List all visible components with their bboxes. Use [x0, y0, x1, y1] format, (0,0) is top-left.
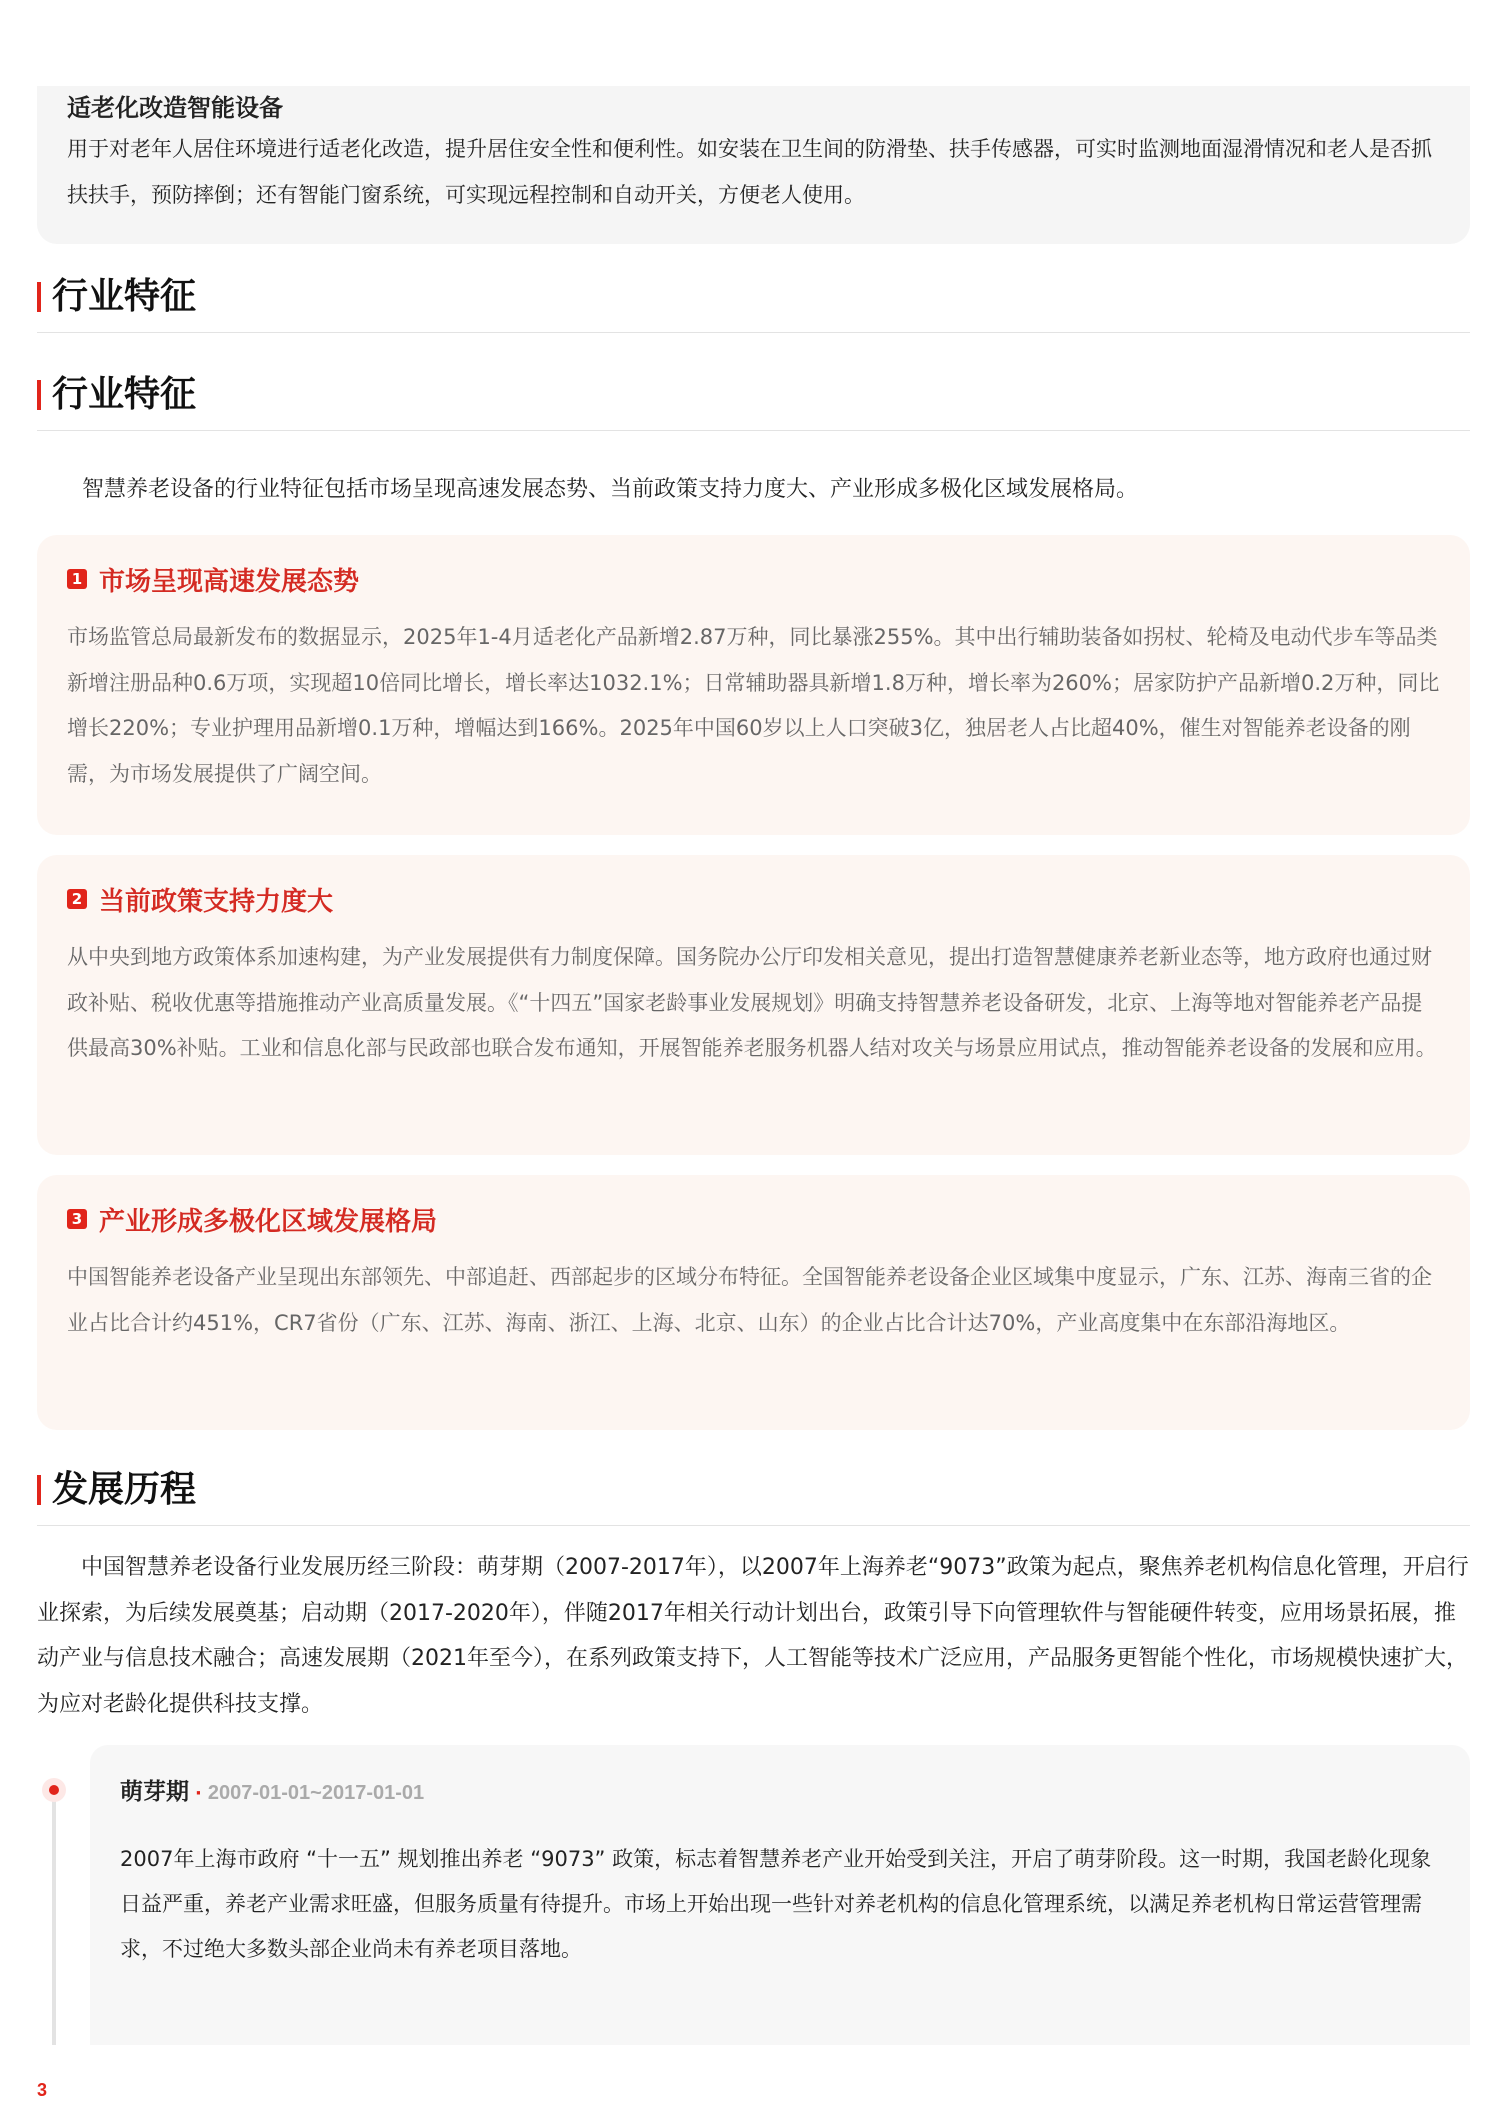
card-text: 用于对老年人居住环境进行适老化改造，提升居住安全性和便利性。如安装在卫生间的防滑垫、扶手传感器，可实时监测地面湿滑情况和老人是否抓扶扶手，预防摔倒；还有智能门窗系统，可实现远程控制和自动开关，方便老人使用。 — [67, 137, 1432, 207]
section-marker — [37, 380, 41, 410]
timeline-heading — [120, 1775, 1438, 1811]
feature-card-market-growth — [37, 535, 1470, 835]
feature-text: 市场监管总局最新发布的数据显示，2025年1-4月适老化产品新增2.87万种，同比暴涨255%。其中出行辅助装备如拐杖、轮椅及电动代步车等品类新增注册品种0.6万项，实现超10倍同比增长，增长率达1032.1%；日常辅助器具新增1.8万种，增长率为260%；居家防护产品新增0.2万种，同比增长220%；专业护理用品新增0.1万种，增幅达到166%。2025年中国60岁以上人口突破3亿，独居老人占比超40%，催生对智能养老设备的刚需，为市场发展提供了广阔空间。 — [67, 625, 1440, 786]
feature-number-badge: 3 — [67, 1209, 87, 1229]
features-intro: 智慧养老设备的行业特征包括市场呈现高速发展态势、当前政策支持力度大、产业形成多极化区域发展格局。 — [82, 477, 1139, 502]
section-marker — [37, 282, 41, 312]
timeline-line — [52, 1790, 56, 2045]
section-header-development-history — [37, 1455, 1470, 1526]
section-title: 发展历程 — [52, 1469, 197, 1510]
feature-title: 当前政策支持力度大 — [99, 886, 334, 917]
timeline-separator: · — [195, 1783, 202, 1804]
feature-number-badge: 1 — [67, 569, 87, 589]
timeline-text: 2007年上海市政府 “十一五” 规划推出养老 “9073” 政策，标志着智慧养老产业开始受到关注，开启了萌芽阶段。这一时期，我国老龄化现象日益严重，养老产业需求旺盛，但服务质量有待提升。市场上开始出现一些针对养老机构的信息化管理系统，以满足养老机构日常运营管理需求，不过绝大多数头部企业尚未有养老项目落地。 — [120, 1847, 1432, 1961]
feature-card-policy-support — [37, 855, 1470, 1155]
feature-title: 产业形成多极化区域发展格局 — [99, 1206, 438, 1237]
smart-retrofit-card — [37, 86, 1470, 244]
feature-title-row — [67, 559, 1440, 599]
feature-text: 中国智能养老设备产业呈现出东部领先、中部追赶、西部起步的区域分布特征。全国智能养老设备企业区域集中度显示，广东、江苏、海南三省的企业占比合计约451%，CR7省份（广东、江苏、海南、浙江、上海、北京、山东）的企业占比合计达70%，产业高度集中在东部沿海地区。 — [67, 1265, 1432, 1335]
feature-title: 市场呈现高速发展态势 — [99, 566, 360, 597]
timeline-card-sprout-stage — [90, 1745, 1470, 2045]
feature-title-row — [67, 879, 1440, 919]
feature-number-badge: 2 — [67, 889, 87, 909]
timeline-dot-icon — [42, 1778, 66, 1802]
timeline-date-range: 2007-01-01~2017-01-01 — [207, 1782, 425, 1804]
feature-title-row — [67, 1199, 1440, 1239]
section-header-industry-features-2 — [37, 360, 1470, 431]
section-header-industry-features — [37, 262, 1470, 333]
section-marker — [37, 1475, 41, 1505]
feature-text: 从中央到地方政策体系加速构建，为产业发展提供有力制度保障。国务院办公厅印发相关意见，提出打造智慧健康养老新业态等，地方政府也通过财政补贴、税收优惠等措施推动产业高质量发展。《“十四五”国家老龄事业发展规划》明确支持智慧养老设备研发，北京、上海等地对智能养老产品提供最高30%补贴。工业和信息化部与民政部也联合发布通知，开展智能养老服务机器人结对攻关与场景应用试点，推动智能养老设备的发展和应用。 — [67, 945, 1437, 1060]
feature-card-regional-pattern — [37, 1175, 1470, 1430]
timeline-stage-name: 萌芽期 — [120, 1779, 189, 1805]
section-title: 行业特征 — [52, 374, 197, 415]
page-number: 3 — [37, 2080, 48, 2100]
card-title: 适老化改造智能设备 — [67, 94, 283, 122]
section-title: 行业特征 — [52, 276, 197, 317]
history-paragraph: 中国智慧养老设备行业发展历经三阶段：萌芽期（2007-2017年），以2007年上海养老“9073”政策为起点，聚焦养老机构信息化管理，开启行业探索，为后续发展奠基；启动期（2017-2020年），伴随2017年相关行动计划出台，政策引导下向管理软件与智能硬件转变，应用场景拓展，推动产业与信息技术融合；高速发展期（2021年至今），在系列政策支持下，人工智能等技术广泛应用，产品服务更智能个性化，市场规模快速扩大，为应对老龄化提供科技支撑。 — [37, 1555, 1469, 1717]
